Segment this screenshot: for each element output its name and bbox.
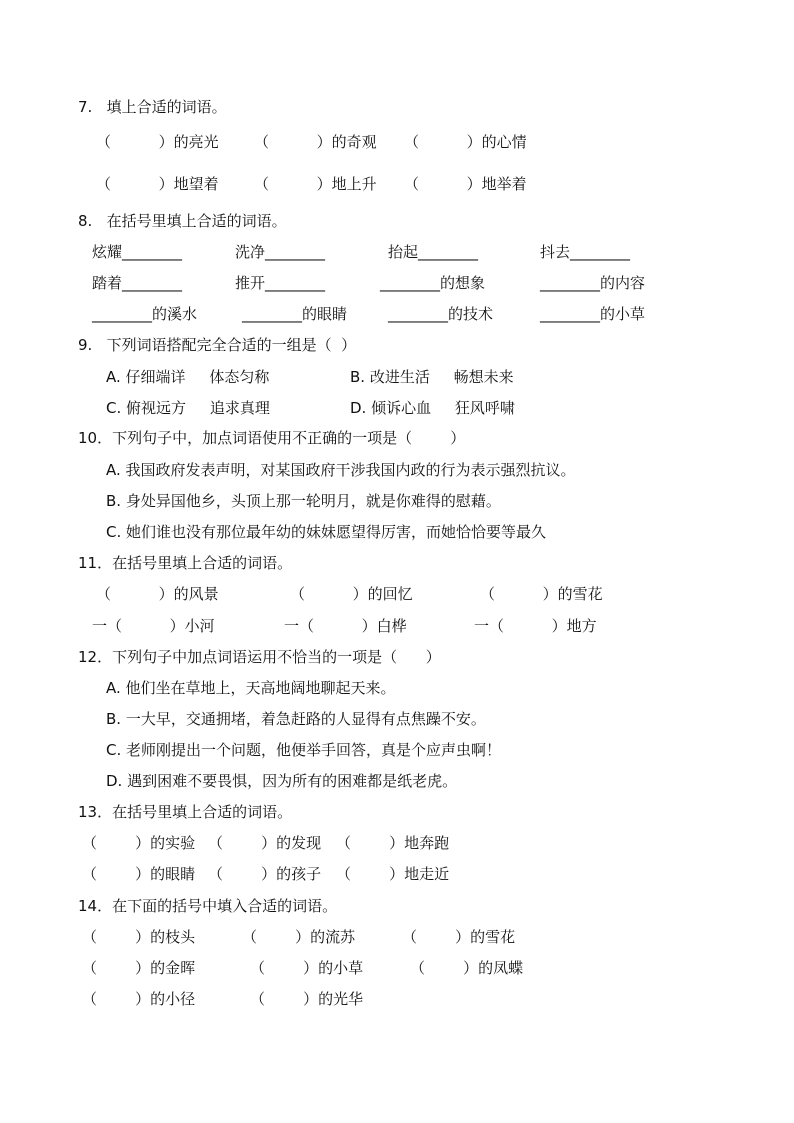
- q12-option-b[interactable]: B. 一大早，交通拥堵，着急赶路的人显得有点焦躁不安。: [106, 710, 486, 728]
- q9-option-b[interactable]: B. 改进生活 畅想未来: [350, 368, 514, 386]
- question-12-title: 12．下列句子中加点词语运用不恰当的一项是（ ）: [78, 648, 441, 666]
- q8-blank-11[interactable]: ________的技术: [388, 305, 494, 323]
- q14-blank-2[interactable]: （ ）的流苏: [242, 928, 356, 946]
- q11-blank-6[interactable]: 一（ ）地方: [474, 617, 597, 635]
- q7-blank-3[interactable]: （ ）的心情: [404, 133, 527, 151]
- q7-blank-4[interactable]: （ ）地望着: [96, 175, 219, 193]
- q14-blank-1[interactable]: （ ）的枝头: [82, 928, 196, 946]
- q14-blank-3[interactable]: （ ）的雪花: [402, 928, 516, 946]
- q8-blank-1[interactable]: 炫耀________: [92, 243, 183, 261]
- q14-blank-7[interactable]: （ ）的小径: [82, 990, 196, 1008]
- q12-option-d[interactable]: D. 遇到困难不要畏惧，因为所有的困难都是纸老虎。: [106, 772, 458, 790]
- q8-blank-12[interactable]: ________的小草: [540, 305, 646, 323]
- q8-blank-2[interactable]: 洗净________: [235, 243, 326, 261]
- q12-option-c[interactable]: C. 老师刚提出一个问题，他便举手回答，真是个应声虫啊！: [106, 741, 502, 759]
- q12-option-a[interactable]: A. 他们坐在草地上，天高地阔地聊起天来。: [106, 679, 396, 697]
- q10-option-c[interactable]: C. 她们谁也没有那位最年幼的妹妹愿望得厉害，而她恰恰要等最久: [106, 523, 547, 541]
- question-10-title: 10．下列句子中，加点词语使用不正确的一项是（ ）: [78, 429, 466, 447]
- q9-option-a[interactable]: A. 仔细端详 体态匀称: [106, 368, 270, 386]
- q8-blank-5[interactable]: 踏着________: [92, 274, 183, 292]
- q13-blank-5[interactable]: （ ）的孩子: [208, 865, 322, 883]
- q7-blank-6[interactable]: （ ）地举着: [404, 175, 527, 193]
- q7-blank-1[interactable]: （ ）的亮光: [96, 133, 219, 151]
- q11-blank-3[interactable]: （ ）的雪花: [480, 585, 603, 603]
- question-8-title: 8. 在括号里填上合适的词语。: [78, 212, 287, 230]
- q9-option-c[interactable]: C. 俯视远方 追求真理: [106, 399, 270, 417]
- q14-blank-6[interactable]: （ ）的凤蝶: [410, 959, 524, 977]
- q9-option-d[interactable]: D. 倾诉心血 狂风呼啸: [350, 399, 515, 417]
- q7-blank-5[interactable]: （ ）地上升: [254, 175, 377, 193]
- question-13-title: 13．在括号里填上合适的词语。: [78, 803, 293, 821]
- q7-blank-2[interactable]: （ ）的奇观: [254, 133, 377, 151]
- question-9-title: 9. 下列词语搭配完全合适的一组是（ ）: [78, 336, 357, 354]
- question-14-title: 14．在下面的括号中填入合适的词语。: [78, 897, 338, 915]
- question-7-title: 7. 填上合适的词语。: [78, 98, 227, 116]
- q8-blank-3[interactable]: 抬起________: [388, 243, 479, 261]
- q8-blank-6[interactable]: 推开________: [235, 274, 326, 292]
- q11-blank-1[interactable]: （ ）的风景: [96, 585, 219, 603]
- q8-blank-8[interactable]: ________的内容: [540, 274, 646, 292]
- q14-blank-5[interactable]: （ ）的小草: [250, 959, 364, 977]
- q11-blank-4[interactable]: 一（ ）小河: [92, 617, 215, 635]
- q11-blank-2[interactable]: （ ）的回忆: [290, 585, 413, 603]
- q14-blank-4[interactable]: （ ）的金晖: [82, 959, 196, 977]
- q13-blank-6[interactable]: （ ）地走近: [336, 865, 450, 883]
- q10-option-a[interactable]: A. 我国政府发表声明，对某国政府干涉我国内政的行为表示强烈抗议。: [106, 461, 576, 479]
- q8-blank-10[interactable]: ________的眼睛: [242, 305, 348, 323]
- question-11-title: 11．在括号里填上合适的词语。: [78, 554, 293, 572]
- q13-blank-3[interactable]: （ ）地奔跑: [336, 834, 450, 852]
- q8-blank-4[interactable]: 抖去________: [540, 243, 631, 261]
- q11-blank-5[interactable]: 一（ ）白桦: [284, 617, 407, 635]
- q13-blank-1[interactable]: （ ）的实验: [82, 834, 196, 852]
- q10-option-b[interactable]: B. 身处异国他乡，头顶上那一轮明月，就是你难得的慰藉。: [106, 492, 501, 510]
- q8-blank-7[interactable]: ________的想象: [380, 274, 486, 292]
- q14-blank-8[interactable]: （ ）的光华: [250, 990, 364, 1008]
- q8-blank-9[interactable]: ________的溪水: [92, 305, 198, 323]
- q13-blank-2[interactable]: （ ）的发现: [208, 834, 322, 852]
- q13-blank-4[interactable]: （ ）的眼睛: [82, 865, 196, 883]
